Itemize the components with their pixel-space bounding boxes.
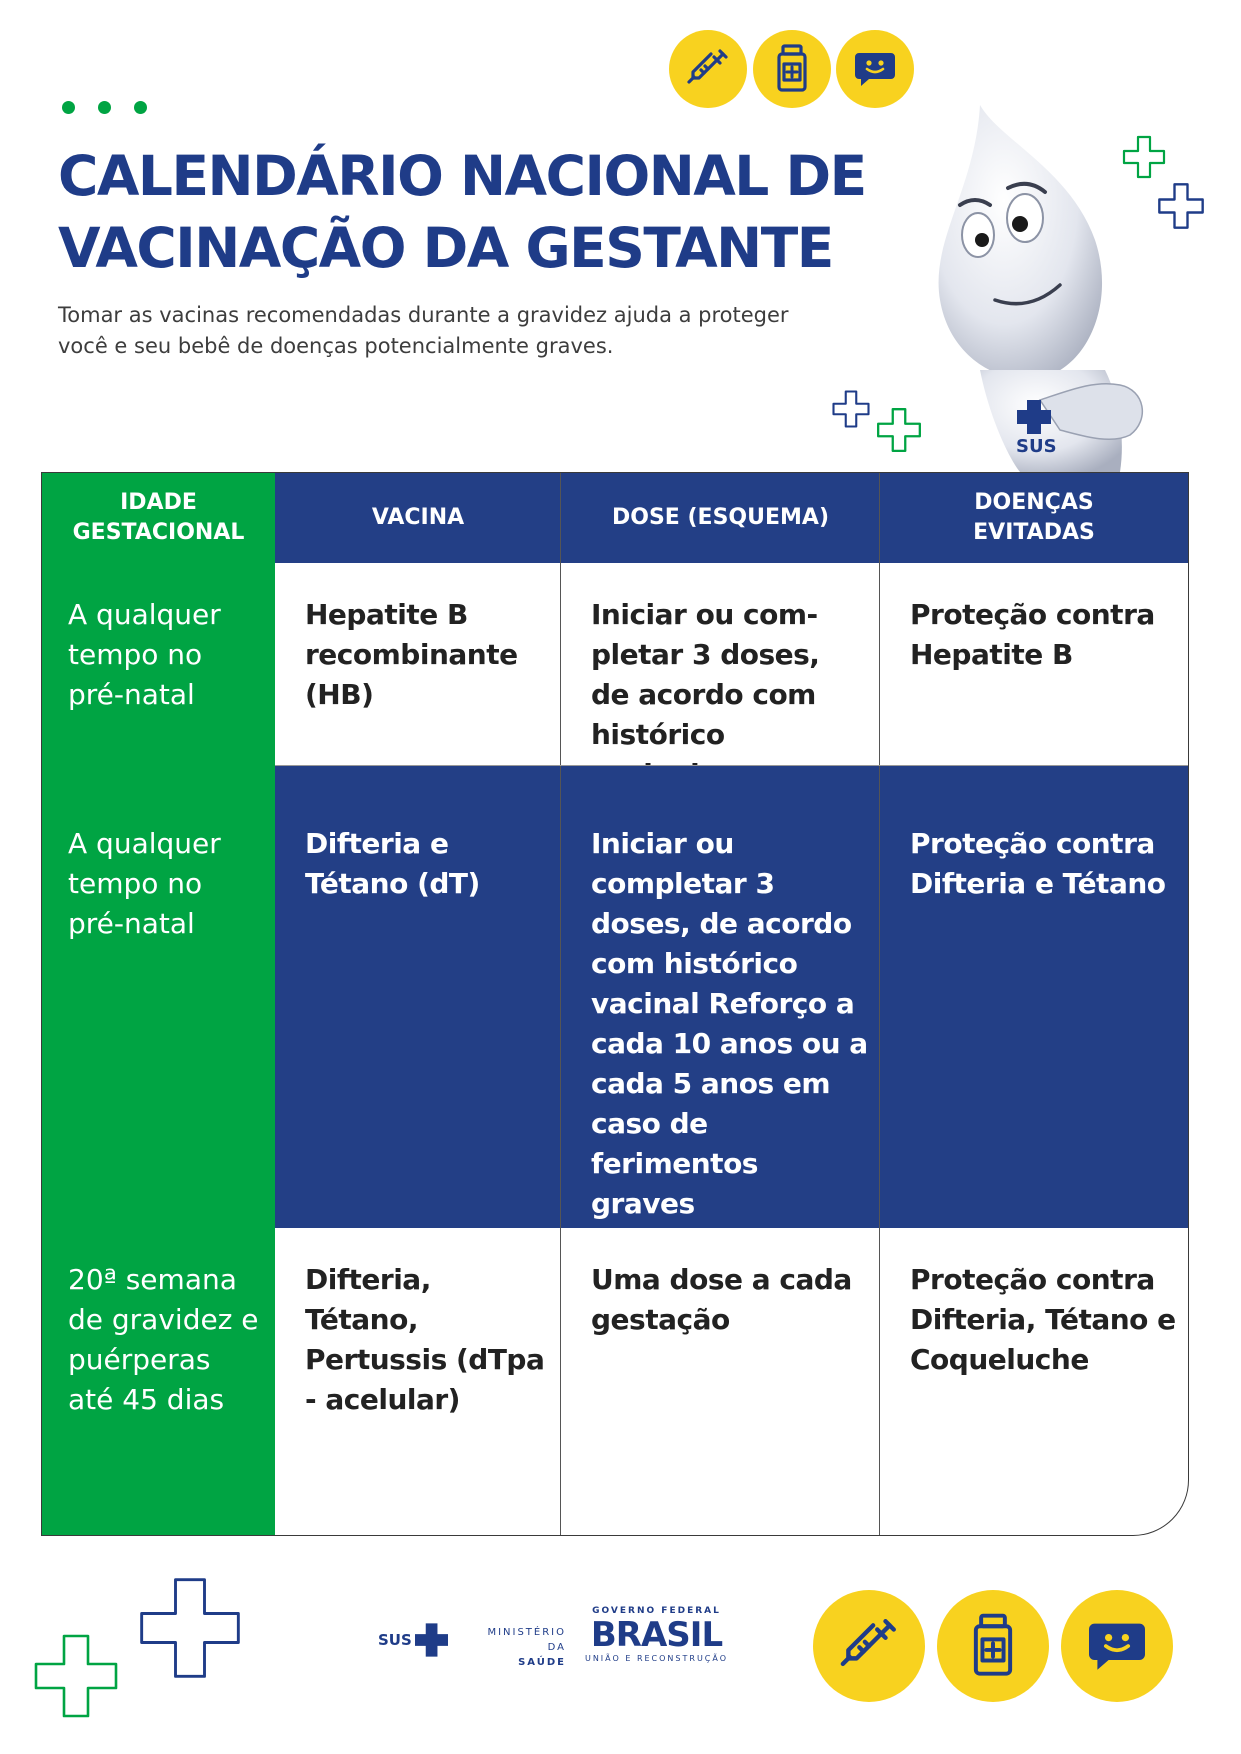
plus-cross-icon — [132, 1570, 248, 1686]
plus-cross-icon — [830, 388, 872, 430]
vaccine-vial-icon — [753, 30, 831, 108]
decor-dot — [98, 101, 111, 114]
header-vaccine: VACINA — [275, 473, 561, 563]
vaccine-vial-icon — [937, 1590, 1049, 1702]
header-diseases: DOENÇAS EVITADAS — [880, 473, 1188, 563]
subtitle: Tomar as vacinas recomendadas durante a gravidez ajuda a proteger você e seu bebê de doenças potencialmente graves. — [58, 303, 789, 358]
governo-federal-logo: GOVERNO FEDERAL BRASIL UNIÃO E RECONSTRUÇÃO — [584, 1606, 729, 1663]
row3-vaccine: Difteria, Tétano, Pertussis (dTpa - acelular) — [305, 1263, 545, 1416]
sus-logo: SUS — [378, 1620, 448, 1660]
mascot-drop — [920, 100, 1160, 472]
decor-dot — [62, 101, 75, 114]
column-divider — [560, 473, 561, 1535]
row1-vaccine: Hepatite B recombinante (HB) — [305, 598, 518, 711]
plus-cross-icon — [28, 1628, 124, 1724]
decor-dot — [134, 101, 147, 114]
row1-dose: Iniciar ou com-pletar 3 doses, de acordo com histórico — [591, 598, 820, 751]
column-divider — [879, 473, 880, 1535]
ministerio-logo: MINISTÉRIO DA SAÚDE — [487, 1627, 566, 1668]
row3-diseases: Proteção contra Difteria, Tétano e Coqueluche — [910, 1263, 1176, 1376]
row-divider — [275, 765, 1188, 766]
syringe-icon — [813, 1590, 925, 1702]
chat-smile-icon — [836, 30, 914, 108]
row3-dose: Uma dose a cada gestação — [591, 1263, 852, 1336]
row2-age: A qualquer tempo no pré-natal — [42, 766, 275, 1228]
row2-dose: Iniciar ou completar 3 doses, de acordo com histórico vacinal Reforço a cada 10 anos ou a cada 5 anos em caso de ferimentos graves — [561, 766, 880, 1228]
page-title: CALENDÁRIO NACIONAL DE VACINAÇÃO DA GESTANTE — [58, 144, 866, 280]
vaccination-table — [41, 472, 1189, 1536]
chat-smile-icon — [1061, 1590, 1173, 1702]
plus-cross-icon — [874, 405, 924, 455]
row2-diseases: Proteção contra Difteria e Tétano — [880, 766, 1188, 1228]
mascot-badge: SUS — [1016, 436, 1057, 457]
row3-age: 20ª semana de gravidez e puérperas até 45 dias — [42, 1228, 275, 1535]
header-age: IDADE GESTACIONAL — [42, 473, 275, 563]
syringe-icon — [669, 30, 747, 108]
row1-diseases: Proteção contra Hepatite B — [910, 598, 1155, 671]
row2-vaccine: Difteria e Tétano (dT) — [275, 766, 561, 1228]
header-dose: DOSE (ESQUEMA) — [561, 473, 880, 563]
row1-age: A qualquer tempo no pré-natal — [42, 563, 275, 766]
plus-cross-icon — [1155, 180, 1207, 232]
